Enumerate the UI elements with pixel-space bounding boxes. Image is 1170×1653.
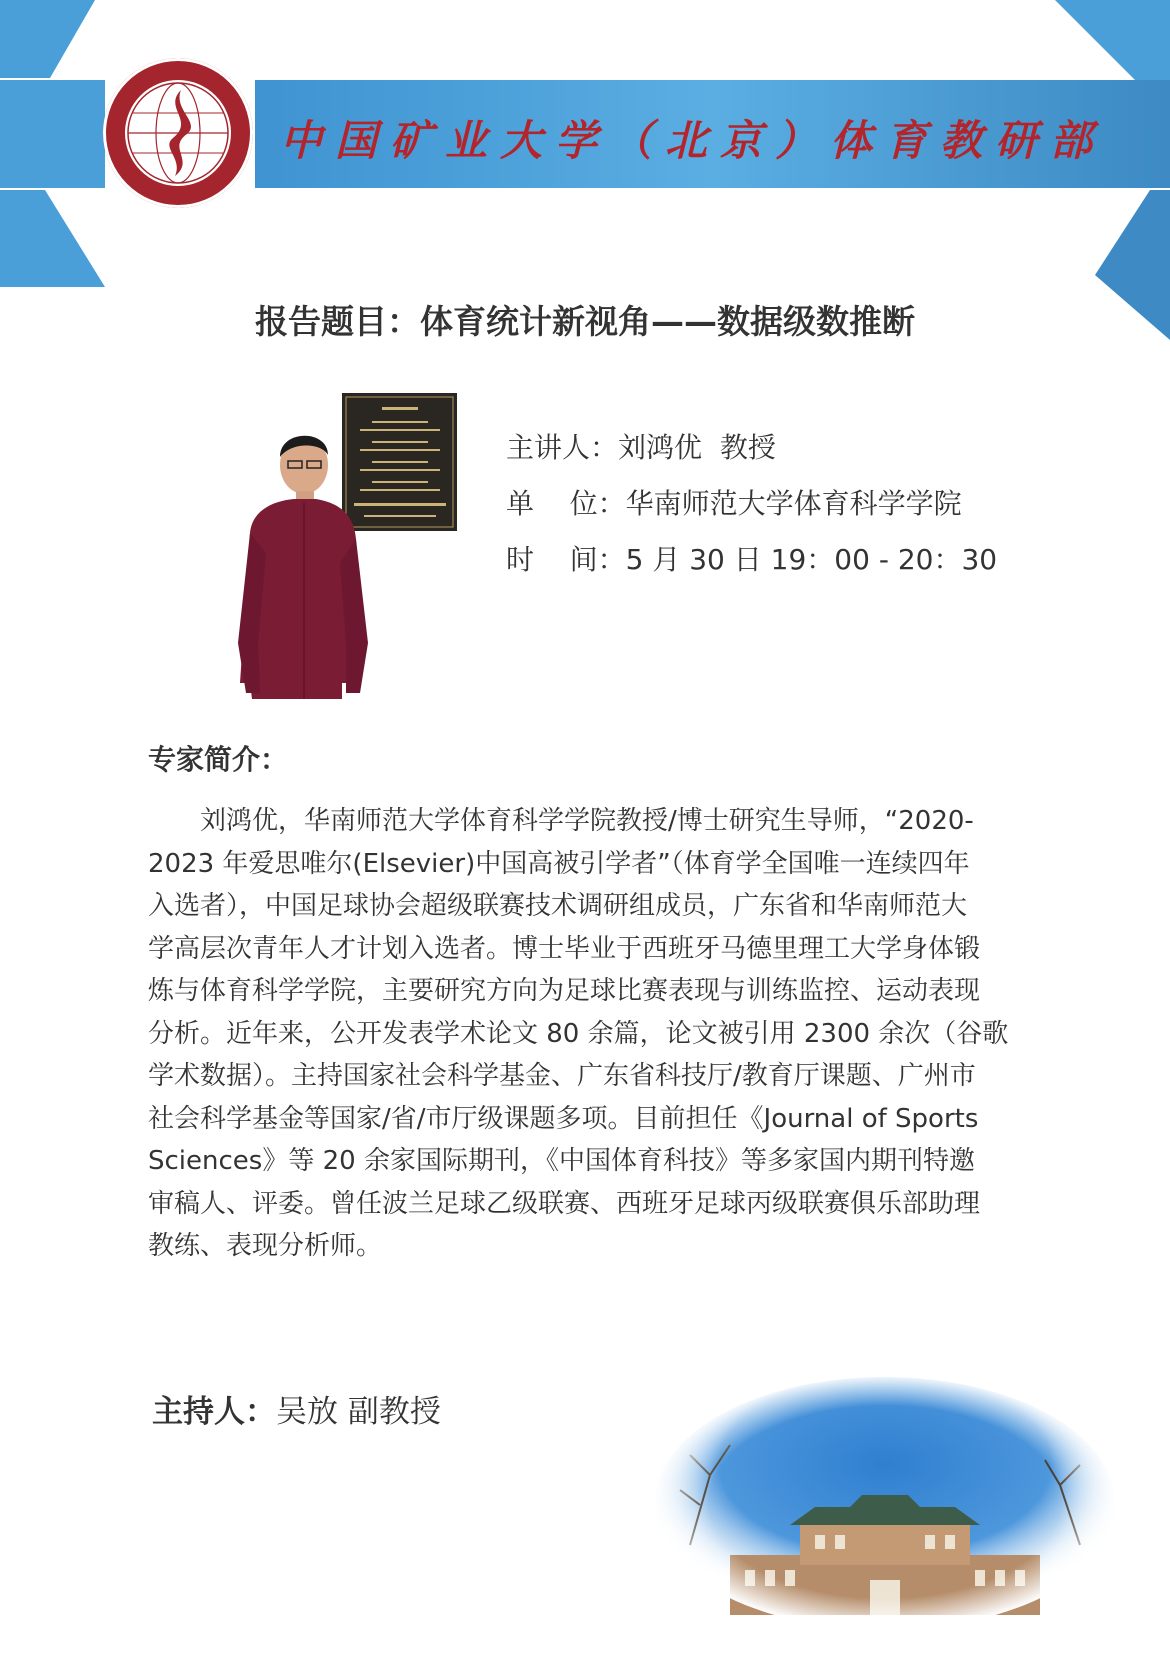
bio-line: 分析。近年来，公开发表学术论文 80 余篇，论文被引用 2300 余次（谷歌: [148, 1018, 1009, 1049]
report-title: 报告题目：体育统计新视角——数据级数推断: [255, 302, 915, 341]
university-logo: [103, 58, 253, 208]
bio-line: 学高层次青年人才计划入选者。博士毕业于西班牙马德里理工大学身体锻: [148, 933, 981, 964]
banner-left-stub: [0, 80, 105, 188]
speaker-name-row: [506, 426, 776, 466]
speaker-unit-value: 华南师范大学体育科学学院: [625, 487, 962, 520]
speaker-name-label: 主讲人：: [506, 431, 619, 464]
corner-triangle-bottom-left: [0, 190, 105, 287]
host-value: 吴放 副教授: [276, 1394, 441, 1430]
bio-line: 入选者），中国足球协会超级联赛技术调研组成员，广东省和华南师范大: [148, 891, 968, 921]
speaker-time-row: [506, 538, 997, 578]
bio-heading: 专家简介：: [148, 743, 289, 776]
speaker-time-value: 5 月 30 日 19：00 - 20：30: [625, 543, 998, 576]
bio-line: 2023 年爱思唯尔(Elsevier)中国高被引学者”（体育学全国唯一连续四年: [148, 848, 970, 879]
org-title: 中国矿业大学（北京）体育教研部: [280, 116, 1106, 165]
bio-line: 教练、表现分析师。: [148, 1231, 383, 1261]
speaker-unit-row: [506, 482, 962, 522]
bio-line: 炼与体育科学学院，主要研究方向为足球比赛表现与训练监控、运动表现: [148, 976, 981, 1006]
corner-triangle-top-left: [0, 0, 95, 78]
campus-building-photo: [650, 1375, 1120, 1630]
university-emblem-icon: [103, 58, 253, 208]
host-row: [152, 1386, 441, 1431]
speaker-unit-label: 单 位：: [506, 487, 626, 520]
bio-line: Sciences》等 20 余家国际期刊，《中国体育科技》等多家国内期刊特邀: [148, 1146, 975, 1176]
corner-triangle-top-right: [1055, 0, 1170, 80]
bio-line: 刘鸿优，华南师范大学体育科学学院教授/博士研究生导师，“2020-: [200, 806, 974, 836]
speaker-photo: [232, 393, 472, 699]
bio-line: 审稿人、评委。曾任波兰足球乙级联赛、西班牙足球丙级联赛俱乐部助理: [148, 1188, 981, 1219]
host-label: 主持人：: [152, 1394, 276, 1430]
bio-text: [148, 800, 1048, 1268]
speaker-time-label: 时 间：: [506, 543, 626, 576]
bio-line: 学术数据）。主持国家社会科学基金、广东省科技厅/教育厅课题、广州市: [148, 1061, 976, 1091]
bio-line: 社会科学基金等国家/省/市厅级课题多项。目前担任《Journal of Sports: [148, 1103, 979, 1134]
speaker-name-value: 刘鸿优 教授: [618, 431, 776, 464]
